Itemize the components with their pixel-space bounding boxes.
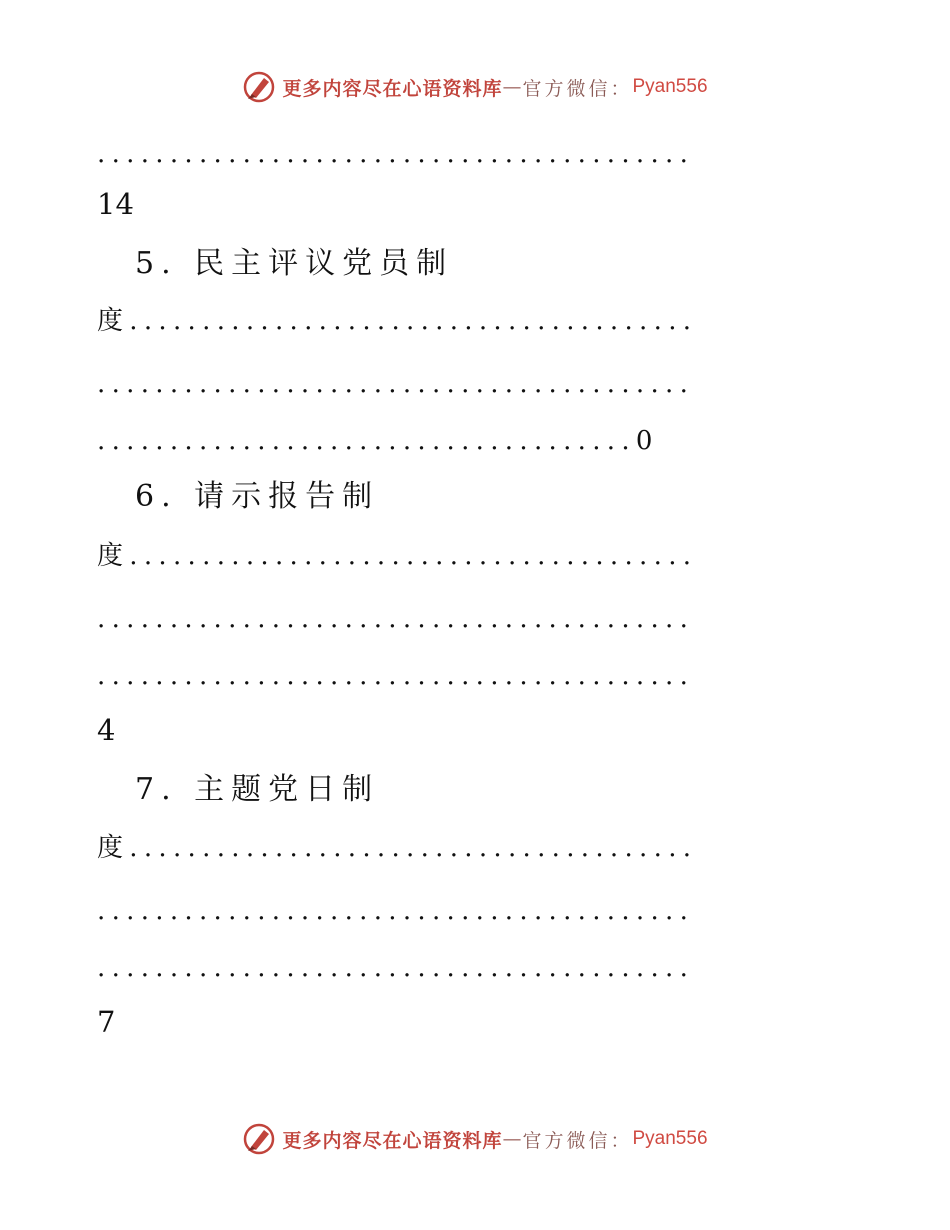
toc-line-3: 5. 民主评议党员制	[135, 246, 454, 281]
toc-line-6: .....................................0	[97, 426, 659, 456]
footer-dash: —	[502, 1128, 523, 1150]
toc-line-5: .........................................	[97, 369, 695, 399]
toc-line-4: 度.......................................	[97, 306, 698, 336]
header-brand-text: 更多内容尽在心语资料库	[282, 77, 503, 100]
toc-line-15: .........................................	[97, 953, 695, 983]
toc-line-12: 7. 主题党日制	[135, 772, 380, 807]
toc-line-14: .........................................	[97, 896, 695, 926]
footer-banner	[0, 1122, 950, 1156]
pen-logo-icon	[242, 70, 276, 104]
header-wechat-label: 官方微信：	[522, 77, 633, 100]
toc-line-9: .........................................	[97, 604, 695, 634]
toc-line-1: .........................................	[97, 139, 695, 169]
footer-wechat-label: 官方微信：	[522, 1129, 633, 1152]
toc-line-7: 6. 请示报告制	[135, 479, 380, 514]
toc-line-2: 14	[97, 187, 134, 221]
header-banner	[0, 70, 950, 104]
toc-line-11: 4	[97, 713, 116, 747]
pen-logo-icon	[242, 1122, 276, 1156]
footer-wechat-id: Pyan556	[632, 1128, 708, 1149]
footer-brand-text: 更多内容尽在心语资料库	[282, 1129, 503, 1152]
header-dash: —	[502, 76, 523, 98]
toc-line-8: 度.......................................	[97, 541, 698, 571]
toc-line-13: 度.......................................	[97, 833, 698, 863]
toc-line-16: 7	[97, 1005, 116, 1039]
toc-line-10: .........................................	[97, 661, 695, 691]
header-wechat-id: Pyan556	[632, 76, 708, 97]
